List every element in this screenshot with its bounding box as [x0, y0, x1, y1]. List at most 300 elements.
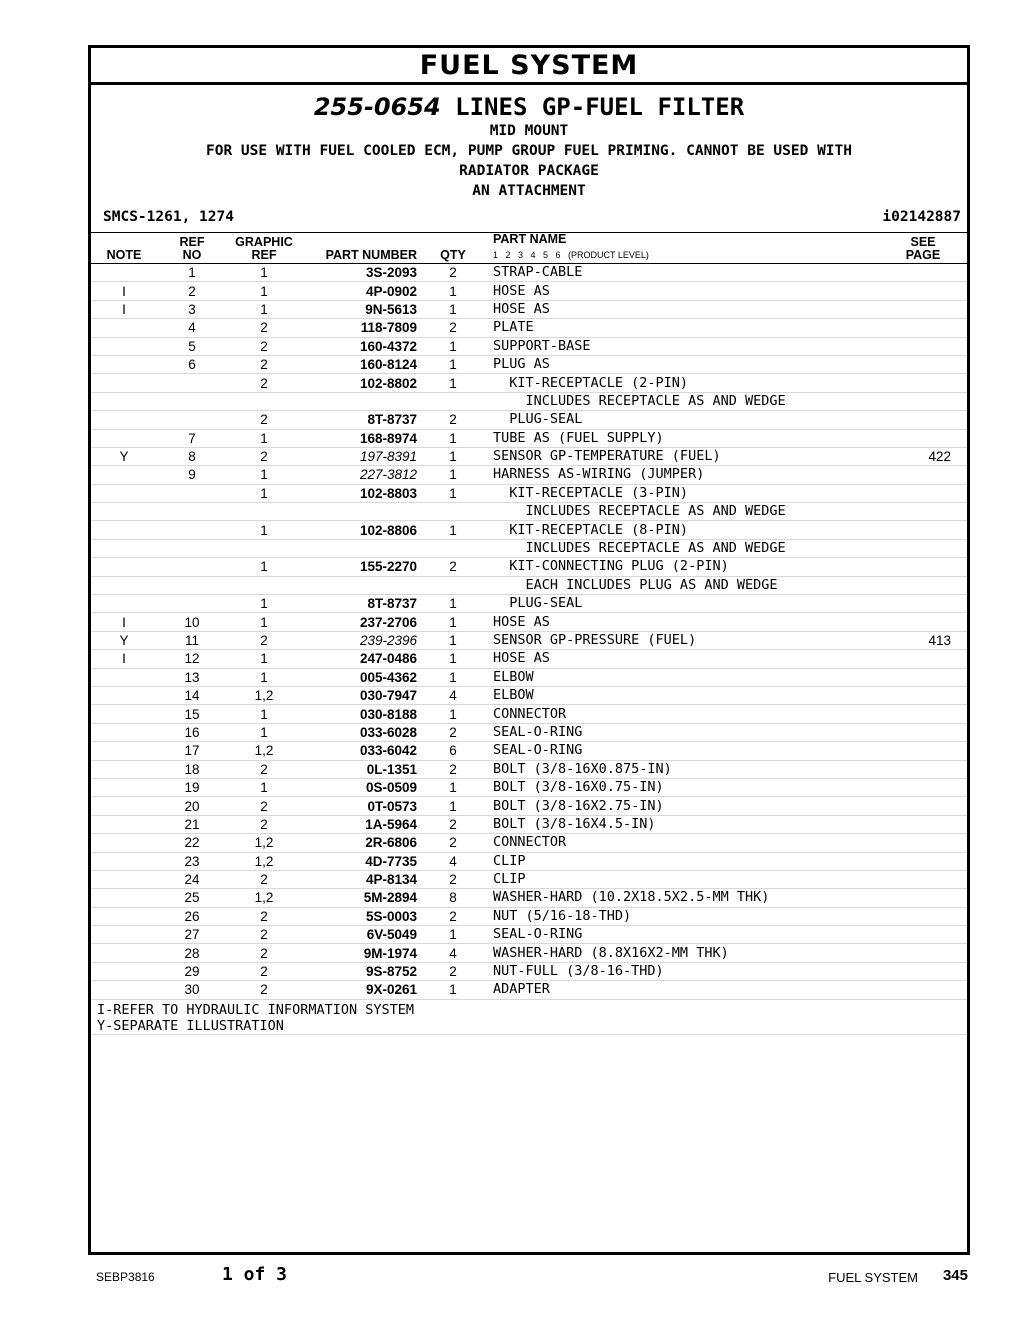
table-row	[91, 981, 967, 999]
see-page-cell	[879, 300, 967, 318]
part-name-cell: INCLUDES RECEPTACLE AS AND WEDGE	[481, 503, 879, 521]
part-name-cell: WASHER-HARD (10.2X18.5X2.5-MM THK)	[481, 889, 879, 907]
group-description-line: MID MOUNT	[489, 123, 569, 139]
qty-cell: 1	[425, 374, 481, 392]
part-number-cell: 9N-5613	[301, 300, 425, 318]
ref-no-cell	[157, 558, 227, 576]
see-page-cell	[879, 337, 967, 355]
ref-no-cell	[157, 392, 227, 410]
see-page-cell	[879, 926, 967, 944]
qty-cell: 2	[425, 907, 481, 925]
part-name-cell: KIT-RECEPTACLE (2-PIN)	[481, 374, 879, 392]
qty-cell: 2	[425, 760, 481, 778]
part-name-cell: SENSOR GP-TEMPERATURE (FUEL)	[481, 447, 879, 465]
part-number-cell: 237-2706	[301, 613, 425, 631]
note-cell: I	[91, 613, 157, 631]
see-page-cell	[879, 576, 967, 594]
ref-no-cell: 22	[157, 834, 227, 852]
graphic-ref-cell: 1	[227, 484, 301, 502]
smcs-row	[91, 207, 967, 233]
ref-no-cell	[157, 595, 227, 613]
note-cell	[91, 705, 157, 723]
smcs-codes: SMCS-1261, 1274	[103, 209, 234, 225]
ref-no-cell: 27	[157, 926, 227, 944]
note-cell: Y	[91, 631, 157, 649]
ref-no-cell: 2	[157, 282, 227, 300]
qty-cell: 1	[425, 705, 481, 723]
part-number-cell: 030-8188	[301, 705, 425, 723]
note-cell	[91, 668, 157, 686]
note-cell	[91, 576, 157, 594]
part-number-cell: 102-8806	[301, 521, 425, 539]
part-name-cell: ADAPTER	[481, 981, 879, 999]
graphic-ref-cell: 2	[227, 760, 301, 778]
ref-no-cell: 24	[157, 870, 227, 888]
graphic-ref-cell: 1	[227, 282, 301, 300]
header-see-page	[879, 233, 967, 264]
note-cell	[91, 337, 157, 355]
part-name-cell: HARNESS AS-WIRING (JUMPER)	[481, 466, 879, 484]
ref-no-cell	[157, 503, 227, 521]
see-page-cell	[879, 613, 967, 631]
illustration-id: i02142887	[882, 209, 961, 225]
part-name-cell: TUBE AS (FUEL SUPPLY)	[481, 429, 879, 447]
table-row	[91, 466, 967, 484]
table-row	[91, 778, 967, 796]
note-cell	[91, 264, 157, 282]
part-name-cell: KIT-CONNECTING PLUG (2-PIN)	[481, 558, 879, 576]
qty-cell	[425, 539, 481, 557]
graphic-ref-cell: 1	[227, 466, 301, 484]
see-page-cell	[879, 870, 967, 888]
part-name-cell: SUPPORT-BASE	[481, 337, 879, 355]
qty-cell: 1	[425, 355, 481, 373]
ref-no-cell	[157, 374, 227, 392]
note-cell: I	[91, 282, 157, 300]
graphic-ref-cell	[227, 503, 301, 521]
note-cell	[91, 907, 157, 925]
see-page-cell	[879, 962, 967, 980]
qty-cell: 1	[425, 650, 481, 668]
see-page-cell	[879, 889, 967, 907]
footnote-line: I-REFER TO HYDRAULIC INFORMATION SYSTEM	[97, 1001, 414, 1018]
part-name-cell: BOLT (3/8-16X2.75-IN)	[481, 797, 879, 815]
header-product-level: 1 2 3 4 5 6 (PRODUCT LEVEL)	[493, 250, 649, 260]
part-name-cell: KIT-RECEPTACLE (3-PIN)	[481, 484, 879, 502]
graphic-ref-cell: 2	[227, 337, 301, 355]
see-page-cell	[879, 686, 967, 704]
group-description-line: AN ATTACHMENT	[472, 183, 586, 199]
see-page-cell	[879, 503, 967, 521]
parts-table	[91, 233, 967, 1000]
group-number: 255-0654	[313, 93, 441, 121]
note-cell	[91, 723, 157, 741]
graphic-ref-cell: 2	[227, 907, 301, 925]
see-page-cell	[879, 723, 967, 741]
graphic-ref-cell: 2	[227, 981, 301, 999]
table-row	[91, 907, 967, 925]
table-row	[91, 300, 967, 318]
graphic-ref-cell: 1	[227, 613, 301, 631]
part-name-cell: CLIP	[481, 870, 879, 888]
part-name-cell: ELBOW	[481, 668, 879, 686]
part-number-cell: 4P-0902	[301, 282, 425, 300]
table-row	[91, 723, 967, 741]
part-number-cell	[301, 576, 425, 594]
table-row	[91, 319, 967, 337]
see-page-cell	[879, 558, 967, 576]
ref-no-cell: 18	[157, 760, 227, 778]
part-name-cell: HOSE AS	[481, 613, 879, 631]
note-cell	[91, 503, 157, 521]
see-page-cell: 422	[879, 447, 967, 465]
ref-no-cell: 26	[157, 907, 227, 925]
ref-no-cell: 9	[157, 466, 227, 484]
see-page-cell	[879, 815, 967, 833]
part-number-cell: 4D-7735	[301, 852, 425, 870]
part-number-cell: 1A-5964	[301, 815, 425, 833]
ref-no-cell: 3	[157, 300, 227, 318]
qty-cell: 1	[425, 926, 481, 944]
ref-no-cell: 14	[157, 686, 227, 704]
graphic-ref-cell: 1,2	[227, 686, 301, 704]
footer-section-name: FUEL SYSTEM	[828, 1270, 918, 1285]
graphic-ref-cell: 1	[227, 264, 301, 282]
table-row	[91, 374, 967, 392]
header-part-number: PART NUMBER	[301, 233, 425, 264]
table-row	[91, 705, 967, 723]
part-name-cell: INCLUDES RECEPTACLE AS AND WEDGE	[481, 539, 879, 557]
ref-no-cell	[157, 576, 227, 594]
part-number-cell: 5S-0003	[301, 907, 425, 925]
part-name-cell: WASHER-HARD (8.8X16X2-MM THK)	[481, 944, 879, 962]
note-cell	[91, 834, 157, 852]
table-row	[91, 576, 967, 594]
ref-no-cell: 21	[157, 815, 227, 833]
part-name-cell: NUT (5/16-18-THD)	[481, 907, 879, 925]
part-number-cell	[301, 392, 425, 410]
see-page-cell	[879, 852, 967, 870]
see-page-cell	[879, 319, 967, 337]
part-number-cell: 6V-5049	[301, 926, 425, 944]
see-page-cell	[879, 392, 967, 410]
part-number-cell: 102-8803	[301, 484, 425, 502]
see-page-cell	[879, 411, 967, 429]
graphic-ref-cell: 2	[227, 355, 301, 373]
note-cell	[91, 815, 157, 833]
see-page-cell	[879, 834, 967, 852]
header-ref-no-label: REF NO	[179, 235, 205, 262]
part-number-cell: 9M-1974	[301, 944, 425, 962]
see-page-cell	[879, 484, 967, 502]
note-cell	[91, 355, 157, 373]
part-number-cell: 0S-0509	[301, 778, 425, 796]
note-cell	[91, 686, 157, 704]
qty-cell: 1	[425, 668, 481, 686]
header-see-page-label: SEE PAGE	[905, 235, 941, 262]
footnote-line: Y-SEPARATE ILLUSTRATION	[97, 1017, 284, 1034]
part-name-cell: HOSE AS	[481, 282, 879, 300]
see-page-cell	[879, 282, 967, 300]
table-row	[91, 889, 967, 907]
note-cell	[91, 521, 157, 539]
qty-cell: 2	[425, 411, 481, 429]
qty-cell: 2	[425, 815, 481, 833]
part-name-cell: CONNECTOR	[481, 705, 879, 723]
qty-cell: 1	[425, 337, 481, 355]
note-cell	[91, 981, 157, 999]
graphic-ref-cell: 1	[227, 650, 301, 668]
note-cell	[91, 926, 157, 944]
qty-cell: 4	[425, 686, 481, 704]
qty-cell: 2	[425, 870, 481, 888]
group-title	[91, 93, 967, 121]
part-number-cell: 0L-1351	[301, 760, 425, 778]
part-number-cell	[301, 503, 425, 521]
part-name-cell: PLUG-SEAL	[481, 595, 879, 613]
table-row	[91, 539, 967, 557]
ref-no-cell: 29	[157, 962, 227, 980]
table-row	[91, 264, 967, 282]
part-name-cell: PLUG AS	[481, 355, 879, 373]
note-cell	[91, 411, 157, 429]
ref-no-cell: 8	[157, 447, 227, 465]
ref-no-cell: 19	[157, 778, 227, 796]
part-name-cell: SEAL-O-RING	[481, 742, 879, 760]
note-cell	[91, 852, 157, 870]
table-row	[91, 650, 967, 668]
note-cell	[91, 778, 157, 796]
ref-no-cell: 4	[157, 319, 227, 337]
ref-no-cell: 12	[157, 650, 227, 668]
graphic-ref-cell: 1,2	[227, 742, 301, 760]
table-row	[91, 392, 967, 410]
note-cell	[91, 742, 157, 760]
catalog-page-frame	[88, 45, 970, 1255]
see-page-cell	[879, 797, 967, 815]
header-note: NOTE	[91, 233, 157, 264]
ref-no-cell: 1	[157, 264, 227, 282]
ref-no-cell: 28	[157, 944, 227, 962]
qty-cell: 1	[425, 595, 481, 613]
note-cell: Y	[91, 447, 157, 465]
see-page-cell	[879, 355, 967, 373]
ref-no-cell: 16	[157, 723, 227, 741]
table-row	[91, 337, 967, 355]
qty-cell: 2	[425, 962, 481, 980]
part-number-cell: 005-4362	[301, 668, 425, 686]
note-cell	[91, 466, 157, 484]
part-number-cell: 8T-8737	[301, 411, 425, 429]
graphic-ref-cell: 1	[227, 558, 301, 576]
document-id: SEBP3816	[96, 1270, 155, 1284]
part-name-cell: SENSOR GP-PRESSURE (FUEL)	[481, 631, 879, 649]
part-name-cell: CONNECTOR	[481, 834, 879, 852]
see-page-cell	[879, 760, 967, 778]
part-number-cell: 2R-6806	[301, 834, 425, 852]
graphic-ref-cell: 1	[227, 723, 301, 741]
graphic-ref-cell: 1,2	[227, 889, 301, 907]
part-name-cell: SEAL-O-RING	[481, 926, 879, 944]
part-number-cell: 168-8974	[301, 429, 425, 447]
part-number-cell: 3S-2093	[301, 264, 425, 282]
qty-cell: 2	[425, 723, 481, 741]
see-page-cell	[879, 705, 967, 723]
header-ref-no	[157, 233, 227, 264]
graphic-ref-cell: 2	[227, 797, 301, 815]
graphic-ref-cell: 2	[227, 870, 301, 888]
ref-no-cell	[157, 521, 227, 539]
see-page-cell: 413	[879, 631, 967, 649]
header-part-name-label: PART NAME	[493, 232, 567, 246]
qty-cell: 1	[425, 484, 481, 502]
note-cell: I	[91, 300, 157, 318]
note-cell	[91, 374, 157, 392]
part-number-cell	[301, 539, 425, 557]
part-number-cell: 9X-0261	[301, 981, 425, 999]
graphic-ref-cell: 2	[227, 631, 301, 649]
graphic-ref-cell: 2	[227, 944, 301, 962]
see-page-cell	[879, 742, 967, 760]
part-name-cell: SEAL-O-RING	[481, 723, 879, 741]
group-header	[91, 85, 967, 201]
see-page-cell	[879, 944, 967, 962]
see-page-cell	[879, 595, 967, 613]
table-row	[91, 355, 967, 373]
table-row	[91, 631, 967, 649]
graphic-ref-cell: 2	[227, 926, 301, 944]
part-name-cell: NUT-FULL (3/8-16-THD)	[481, 962, 879, 980]
note-cell	[91, 595, 157, 613]
table-row	[91, 484, 967, 502]
table-row	[91, 962, 967, 980]
ref-no-cell: 13	[157, 668, 227, 686]
header-graphic-ref	[227, 233, 301, 264]
qty-cell	[425, 503, 481, 521]
part-number-cell: 155-2270	[301, 558, 425, 576]
qty-cell: 1	[425, 282, 481, 300]
graphic-ref-cell: 2	[227, 815, 301, 833]
qty-cell: 1	[425, 778, 481, 796]
qty-cell: 4	[425, 852, 481, 870]
group-description-line: RADIATOR PACKAGE	[459, 163, 599, 179]
part-number-cell: 8T-8737	[301, 595, 425, 613]
table-row	[91, 447, 967, 465]
qty-cell: 2	[425, 834, 481, 852]
part-name-cell: KIT-RECEPTACLE (8-PIN)	[481, 521, 879, 539]
ref-no-cell: 6	[157, 355, 227, 373]
table-row	[91, 595, 967, 613]
table-row	[91, 429, 967, 447]
graphic-ref-cell	[227, 576, 301, 594]
qty-cell: 1	[425, 631, 481, 649]
part-name-cell: PLUG-SEAL	[481, 411, 879, 429]
part-number-cell: 4P-8134	[301, 870, 425, 888]
note-cell	[91, 539, 157, 557]
note-cell	[91, 484, 157, 502]
see-page-cell	[879, 778, 967, 796]
part-name-cell: STRAP-CABLE	[481, 264, 879, 282]
page-of-count: 1 of 3	[222, 1264, 288, 1285]
note-cell: I	[91, 650, 157, 668]
graphic-ref-cell: 1	[227, 521, 301, 539]
graphic-ref-cell	[227, 539, 301, 557]
part-name-cell: ELBOW	[481, 686, 879, 704]
part-number-cell: 197-8391	[301, 447, 425, 465]
graphic-ref-cell: 1,2	[227, 834, 301, 852]
part-number-cell: 239-2396	[301, 631, 425, 649]
note-cell	[91, 392, 157, 410]
ref-no-cell: 11	[157, 631, 227, 649]
table-row	[91, 944, 967, 962]
ref-no-cell: 7	[157, 429, 227, 447]
part-name-cell: BOLT (3/8-16X4.5-IN)	[481, 815, 879, 833]
qty-cell: 1	[425, 466, 481, 484]
part-name-cell: HOSE AS	[481, 650, 879, 668]
table-row	[91, 503, 967, 521]
graphic-ref-cell: 1	[227, 300, 301, 318]
see-page-cell	[879, 650, 967, 668]
part-number-cell: 033-6028	[301, 723, 425, 741]
ref-no-cell	[157, 539, 227, 557]
part-number-cell: 030-7947	[301, 686, 425, 704]
note-cell	[91, 760, 157, 778]
see-page-cell	[879, 466, 967, 484]
table-row	[91, 760, 967, 778]
qty-cell: 2	[425, 319, 481, 337]
part-name-cell: BOLT (3/8-16X0.75-IN)	[481, 778, 879, 796]
qty-cell: 1	[425, 981, 481, 999]
table-row	[91, 411, 967, 429]
qty-cell: 2	[425, 264, 481, 282]
graphic-ref-cell: 1	[227, 668, 301, 686]
graphic-ref-cell: 2	[227, 319, 301, 337]
ref-no-cell: 23	[157, 852, 227, 870]
table-row	[91, 870, 967, 888]
part-number-cell: 160-8124	[301, 355, 425, 373]
header-graphic-ref-label: GRAPHIC REF	[235, 235, 293, 262]
table-row	[91, 521, 967, 539]
ref-no-cell: 25	[157, 889, 227, 907]
part-number-cell: 102-8802	[301, 374, 425, 392]
graphic-ref-cell: 1	[227, 778, 301, 796]
ref-no-cell	[157, 484, 227, 502]
table-row	[91, 852, 967, 870]
qty-cell: 1	[425, 300, 481, 318]
parts-table-body	[91, 264, 967, 1000]
ref-no-cell: 30	[157, 981, 227, 999]
part-name-cell: INCLUDES RECEPTACLE AS AND WEDGE	[481, 392, 879, 410]
table-row	[91, 815, 967, 833]
qty-cell: 1	[425, 613, 481, 631]
note-cell	[91, 319, 157, 337]
see-page-cell	[879, 429, 967, 447]
note-cell	[91, 429, 157, 447]
ref-no-cell: 10	[157, 613, 227, 631]
note-cell	[91, 870, 157, 888]
graphic-ref-cell: 1	[227, 429, 301, 447]
ref-no-cell: 20	[157, 797, 227, 815]
table-row	[91, 926, 967, 944]
table-row	[91, 686, 967, 704]
qty-cell: 1	[425, 521, 481, 539]
part-number-cell: 5M-2894	[301, 889, 425, 907]
note-cell	[91, 962, 157, 980]
ref-no-cell: 5	[157, 337, 227, 355]
table-row	[91, 834, 967, 852]
header-part-name	[481, 233, 879, 264]
ref-no-cell: 15	[157, 705, 227, 723]
